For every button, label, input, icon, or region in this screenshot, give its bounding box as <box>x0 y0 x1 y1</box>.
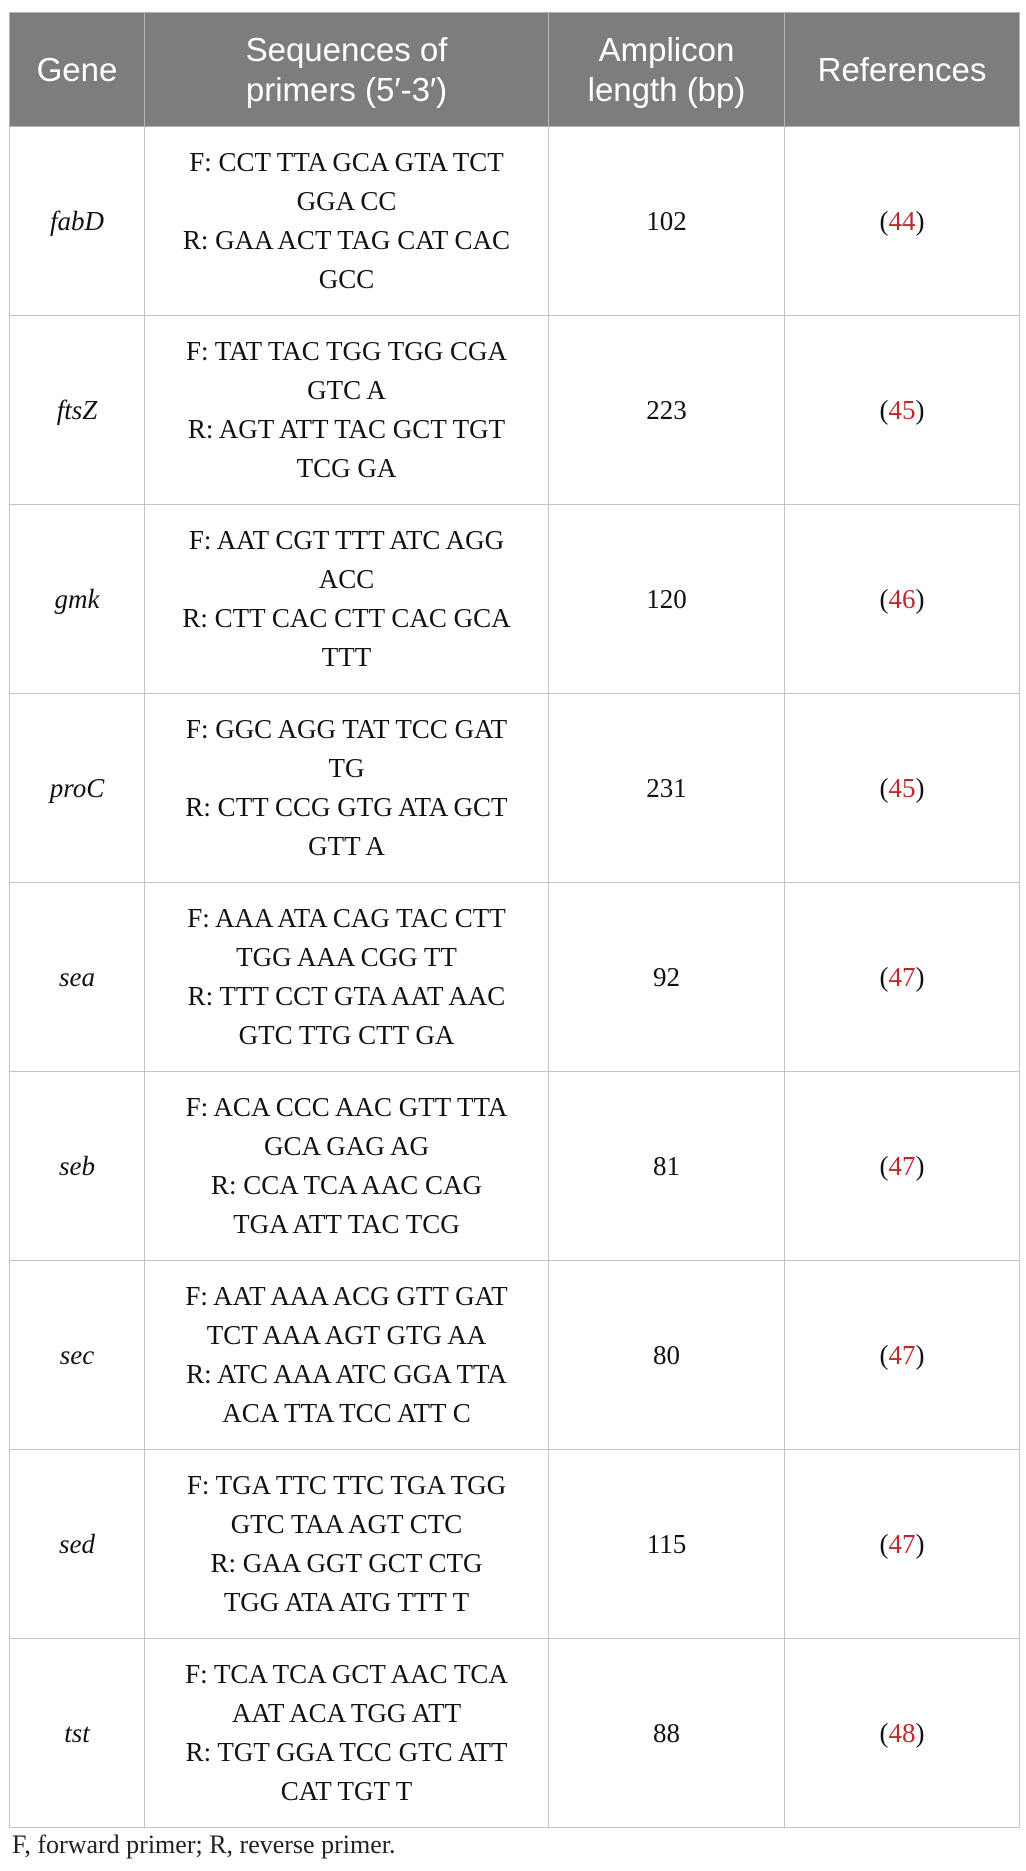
primer-sequence-line: AAT ACA TGG ATT <box>231 1698 462 1728</box>
primer-sequence-line: ACC <box>318 564 375 594</box>
amplicon-length-cell: 102 <box>549 127 785 316</box>
header-references: References <box>785 13 1020 127</box>
primer-sequence-line: TCG GA <box>296 453 397 483</box>
amplicon-length-cell: 231 <box>549 694 785 883</box>
reference-cell: (46) <box>785 505 1020 694</box>
primer-sequence-cell <box>145 316 549 505</box>
table-header-row <box>10 13 1020 127</box>
primer-sequence-line: TTT <box>321 642 372 672</box>
reference-cell: (45) <box>785 694 1020 883</box>
table-row <box>10 1072 1020 1261</box>
primer-sequence-line: R: TGT GGA TCC GTC ATT <box>185 1737 508 1767</box>
header-amplicon-length <box>549 13 785 127</box>
amplicon-length-cell: 81 <box>549 1072 785 1261</box>
amplicon-length-cell: 92 <box>549 883 785 1072</box>
primer-sequence-line: F: AAT CGT TTT ATC AGG <box>188 525 505 555</box>
primer-sequence-line: F: GGC AGG TAT TCC GAT <box>185 714 508 744</box>
primer-sequence-line: ACA TTA TCC ATT C <box>222 1398 471 1428</box>
reference-cell: (47) <box>785 1072 1020 1261</box>
primer-sequence-line: F: TGA TTC TTC TGA TGG <box>186 1470 507 1500</box>
primer-sequence-cell <box>145 505 549 694</box>
gene-cell: fabD <box>10 127 145 316</box>
reference-link[interactable]: 45 <box>888 772 916 803</box>
primer-sequence-line: TG <box>328 753 365 783</box>
table-row <box>10 1261 1020 1450</box>
table-row <box>10 316 1020 505</box>
amplicon-length-cell: 115 <box>549 1450 785 1639</box>
primer-sequence-line: GGA CC <box>296 186 397 216</box>
reference-cell: (47) <box>785 1261 1020 1450</box>
reference-cell: (48) <box>785 1639 1020 1828</box>
primer-sequence-line: R: ATC AAA ATC GGA TTA <box>186 1359 507 1389</box>
primer-sequence-line: R: CTT CAC CTT CAC GCA <box>182 603 511 633</box>
reference-link[interactable]: 47 <box>888 961 916 992</box>
table-row <box>10 127 1020 316</box>
gene-cell: sea <box>10 883 145 1072</box>
primer-sequence-line: F: AAA ATA CAG TAC CTT <box>187 903 506 933</box>
header-amplicon-line1: Amplicon <box>598 30 735 68</box>
primer-sequence-cell <box>145 1450 549 1639</box>
reference-cell: (45) <box>785 316 1020 505</box>
primer-sequence-line: R: GAA GGT GCT CTG <box>210 1548 483 1578</box>
reference-cell: (47) <box>785 883 1020 1072</box>
header-sequences <box>145 13 549 127</box>
gene-cell: seb <box>10 1072 145 1261</box>
table-row <box>10 883 1020 1072</box>
primer-sequence-line: R: CCA TCA AAC CAG <box>210 1170 483 1200</box>
primer-sequence-line: GCC <box>318 264 375 294</box>
primer-sequence-cell <box>145 1261 549 1450</box>
primer-sequence-line: GTC A <box>307 375 386 405</box>
amplicon-length-cell: 223 <box>549 316 785 505</box>
primer-sequence-line: F: ACA CCC AAC GTT TTA <box>185 1092 508 1122</box>
primer-sequence-line: TGG AAA CGG TT <box>236 942 457 972</box>
primer-sequence-line: F: TCA TCA GCT AAC TCA <box>185 1659 508 1689</box>
primer-sequence-line: GTC TAA AGT CTC <box>230 1509 463 1539</box>
primer-sequence-line: F: CCT TTA GCA GTA TCT <box>189 147 504 177</box>
table-body <box>10 127 1020 1828</box>
amplicon-length-cell: 80 <box>549 1261 785 1450</box>
reference-link[interactable]: 44 <box>888 205 916 236</box>
header-sequences-line1: Sequences of <box>245 30 448 68</box>
primer-sequence-line: GTT A <box>308 831 385 861</box>
gene-cell: sec <box>10 1261 145 1450</box>
reference-link[interactable]: 47 <box>888 1528 916 1559</box>
reference-cell: (44) <box>785 127 1020 316</box>
primer-table-container <box>9 12 1019 1828</box>
amplicon-length-cell: 88 <box>549 1639 785 1828</box>
gene-cell: tst <box>10 1639 145 1828</box>
primer-sequence-line: TGA ATT TAC TCG <box>233 1209 460 1239</box>
primer-sequence-line: R: GAA ACT TAG CAT CAC <box>182 225 511 255</box>
gene-cell: sed <box>10 1450 145 1639</box>
primer-sequence-line: R: TTT CCT GTA AAT AAC <box>187 981 506 1011</box>
reference-link[interactable]: 47 <box>888 1150 916 1181</box>
table-row <box>10 1450 1020 1639</box>
gene-cell: ftsZ <box>10 316 145 505</box>
gene-cell: gmk <box>10 505 145 694</box>
primer-sequence-line: GTC TTG CTT GA <box>238 1020 455 1050</box>
table-row <box>10 505 1020 694</box>
primer-sequence-line: TGG ATA ATG TTT T <box>223 1587 470 1617</box>
primer-sequence-line: CAT TGT T <box>280 1776 413 1806</box>
primer-sequence-cell <box>145 883 549 1072</box>
header-sequences-line2: primers (5′-3′) <box>245 70 448 108</box>
primer-sequence-cell <box>145 1639 549 1828</box>
primer-sequence-cell <box>145 1072 549 1261</box>
reference-cell: (47) <box>785 1450 1020 1639</box>
primer-sequence-line: R: CTT CCG GTG ATA GCT <box>185 792 508 822</box>
table-row <box>10 694 1020 883</box>
gene-cell: proC <box>10 694 145 883</box>
reference-link[interactable]: 47 <box>888 1339 916 1370</box>
primer-table <box>9 12 1020 1828</box>
reference-link[interactable]: 48 <box>888 1717 916 1748</box>
header-amplicon-line2: length (bp) <box>587 70 746 108</box>
header-gene: Gene <box>10 13 145 127</box>
primer-sequence-line: GCA GAG AG <box>263 1131 430 1161</box>
table-footnote: F, forward primer; R, reverse primer. <box>12 1830 396 1859</box>
primer-sequence-line: R: AGT ATT TAC GCT TGT <box>187 414 506 444</box>
primer-sequence-line: F: AAT AAA ACG GTT GAT <box>185 1281 508 1311</box>
reference-link[interactable]: 45 <box>888 394 916 425</box>
reference-link[interactable]: 46 <box>888 583 916 614</box>
amplicon-length-cell: 120 <box>549 505 785 694</box>
primer-sequence-cell <box>145 127 549 316</box>
table-row <box>10 1639 1020 1828</box>
primer-sequence-line: F: TAT TAC TGG TGG CGA <box>186 336 507 366</box>
primer-sequence-line: TCT AAA AGT GTG AA <box>206 1320 487 1350</box>
primer-sequence-cell <box>145 694 549 883</box>
